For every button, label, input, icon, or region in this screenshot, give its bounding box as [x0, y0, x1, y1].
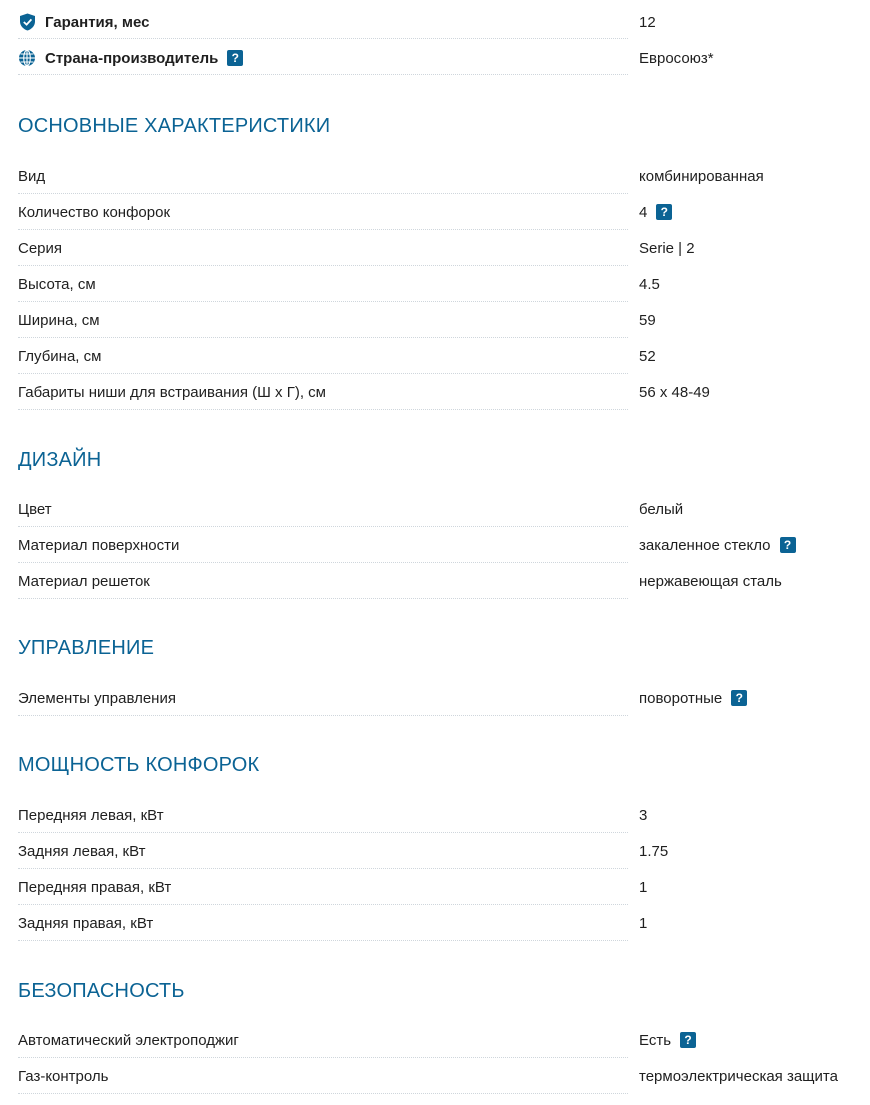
spec-row-warranty — [18, 4, 858, 40]
spec-value-text: белый — [639, 500, 684, 518]
spec-value — [639, 312, 656, 329]
spec-row — [18, 302, 858, 338]
spec-label-text: Страна-производитель — [45, 49, 219, 67]
spec-value-text: Евросоюз* — [639, 49, 714, 67]
spec-row — [18, 491, 858, 527]
spec-row — [18, 797, 858, 833]
spec-value-text: нержавеющая сталь — [639, 572, 782, 590]
spec-value — [639, 168, 764, 185]
spec-row — [18, 680, 858, 716]
section-title-control: УПРАВЛЕНИЕ — [18, 637, 155, 659]
spec-label: Вид — [18, 168, 53, 185]
spec-row — [18, 563, 858, 599]
spec-label: Элементы управления — [18, 690, 184, 707]
help-icon[interactable]: ? — [780, 537, 796, 553]
spec-value-text: 12 — [639, 13, 656, 31]
spec-label: Серия — [18, 240, 70, 257]
spec-label: Материал поверхности — [18, 537, 187, 554]
spec-value — [639, 573, 782, 590]
spec-value-text: 52 — [639, 347, 656, 365]
spec-label — [45, 50, 251, 67]
spec-label: Габариты ниши для встраивания (Ш х Г), см — [18, 384, 334, 401]
spec-row — [18, 374, 858, 410]
help-icon[interactable]: ? — [227, 50, 243, 66]
spec-row-country — [18, 40, 858, 76]
spec-label: Цвет — [18, 501, 60, 518]
spec-value-text: Есть — [639, 1031, 672, 1049]
section-title-power: МОЩНОСТЬ КОНФОРОК — [18, 754, 260, 776]
dotted-leader — [18, 598, 628, 599]
spec-value — [639, 50, 714, 67]
section-power — [18, 797, 858, 941]
section-design — [18, 491, 858, 599]
spec-value-text: поворотные — [639, 689, 723, 707]
spec-value-text: комбинированная — [639, 167, 764, 185]
spec-value-text: 1.75 — [639, 842, 669, 860]
spec-value — [639, 276, 660, 293]
dotted-leader — [18, 74, 628, 75]
spec-row — [18, 230, 858, 266]
spec-label: Ширина, см — [18, 312, 108, 329]
shield-check-icon — [18, 13, 36, 31]
spec-row — [18, 338, 858, 374]
spec-value — [639, 915, 647, 932]
spec-row — [18, 194, 858, 230]
spec-label: Передняя левая, кВт — [18, 807, 172, 824]
spec-row — [18, 1022, 858, 1058]
spec-value — [639, 879, 647, 896]
spec-value-text: 3 — [639, 806, 648, 824]
spec-row — [18, 833, 858, 869]
globe-icon — [18, 49, 36, 67]
spec-value-text: 1 — [639, 914, 648, 932]
spec-value — [639, 1068, 838, 1085]
dotted-leader — [18, 1093, 628, 1094]
spec-label: Гарантия, мес — [45, 14, 157, 31]
help-icon[interactable]: ? — [731, 690, 747, 706]
dotted-leader — [18, 409, 628, 410]
spec-row — [18, 905, 858, 941]
help-icon[interactable]: ? — [656, 204, 672, 220]
spec-value — [639, 537, 796, 554]
section-title-main: ОСНОВНЫЕ ХАРАКТЕРИСТИКИ — [18, 115, 331, 137]
help-icon[interactable]: ? — [680, 1032, 696, 1048]
spec-value — [639, 204, 672, 221]
spec-value-text: 59 — [639, 311, 656, 329]
spec-label: Задняя правая, кВт — [18, 915, 161, 932]
spec-row — [18, 869, 858, 905]
spec-row — [18, 158, 858, 194]
spec-value — [639, 501, 683, 518]
spec-value-text: 4 — [639, 203, 648, 221]
spec-label: Газ-контроль — [18, 1068, 116, 1085]
spec-value — [639, 384, 710, 401]
spec-label: Глубина, см — [18, 348, 109, 365]
section-safety — [18, 1022, 858, 1094]
section-control — [18, 680, 858, 716]
spec-value-text: термоэлектрическая защита — [639, 1067, 838, 1085]
spec-value-text: 4.5 — [639, 275, 660, 293]
section-main — [18, 158, 858, 410]
spec-row — [18, 527, 858, 563]
spec-label: Высота, см — [18, 276, 104, 293]
dotted-leader — [18, 38, 628, 39]
section-title-design: ДИЗАЙН — [18, 449, 102, 471]
spec-label: Задняя левая, кВт — [18, 843, 154, 860]
spec-row — [18, 1058, 858, 1094]
spec-row — [18, 266, 858, 302]
dotted-leader — [18, 715, 628, 716]
dotted-leader — [18, 940, 628, 941]
spec-value — [639, 807, 647, 824]
spec-label: Количество конфорок — [18, 204, 178, 221]
spec-value-text: 1 — [639, 878, 648, 896]
spec-value-text: 56 х 48-49 — [639, 383, 710, 401]
spec-label: Передняя правая, кВт — [18, 879, 179, 896]
spec-label: Автоматический электроподжиг — [18, 1032, 247, 1049]
spec-value — [639, 1032, 696, 1049]
spec-value — [639, 690, 747, 707]
spec-value-text: Serie | 2 — [639, 239, 695, 257]
spec-value — [639, 14, 656, 31]
spec-value — [639, 843, 668, 860]
spec-value — [639, 348, 656, 365]
spec-value-text: закаленное стекло — [639, 536, 771, 554]
spec-label: Материал решеток — [18, 573, 158, 590]
spec-value — [639, 240, 695, 257]
section-title-safety: БЕЗОПАСНОСТЬ — [18, 980, 185, 1002]
